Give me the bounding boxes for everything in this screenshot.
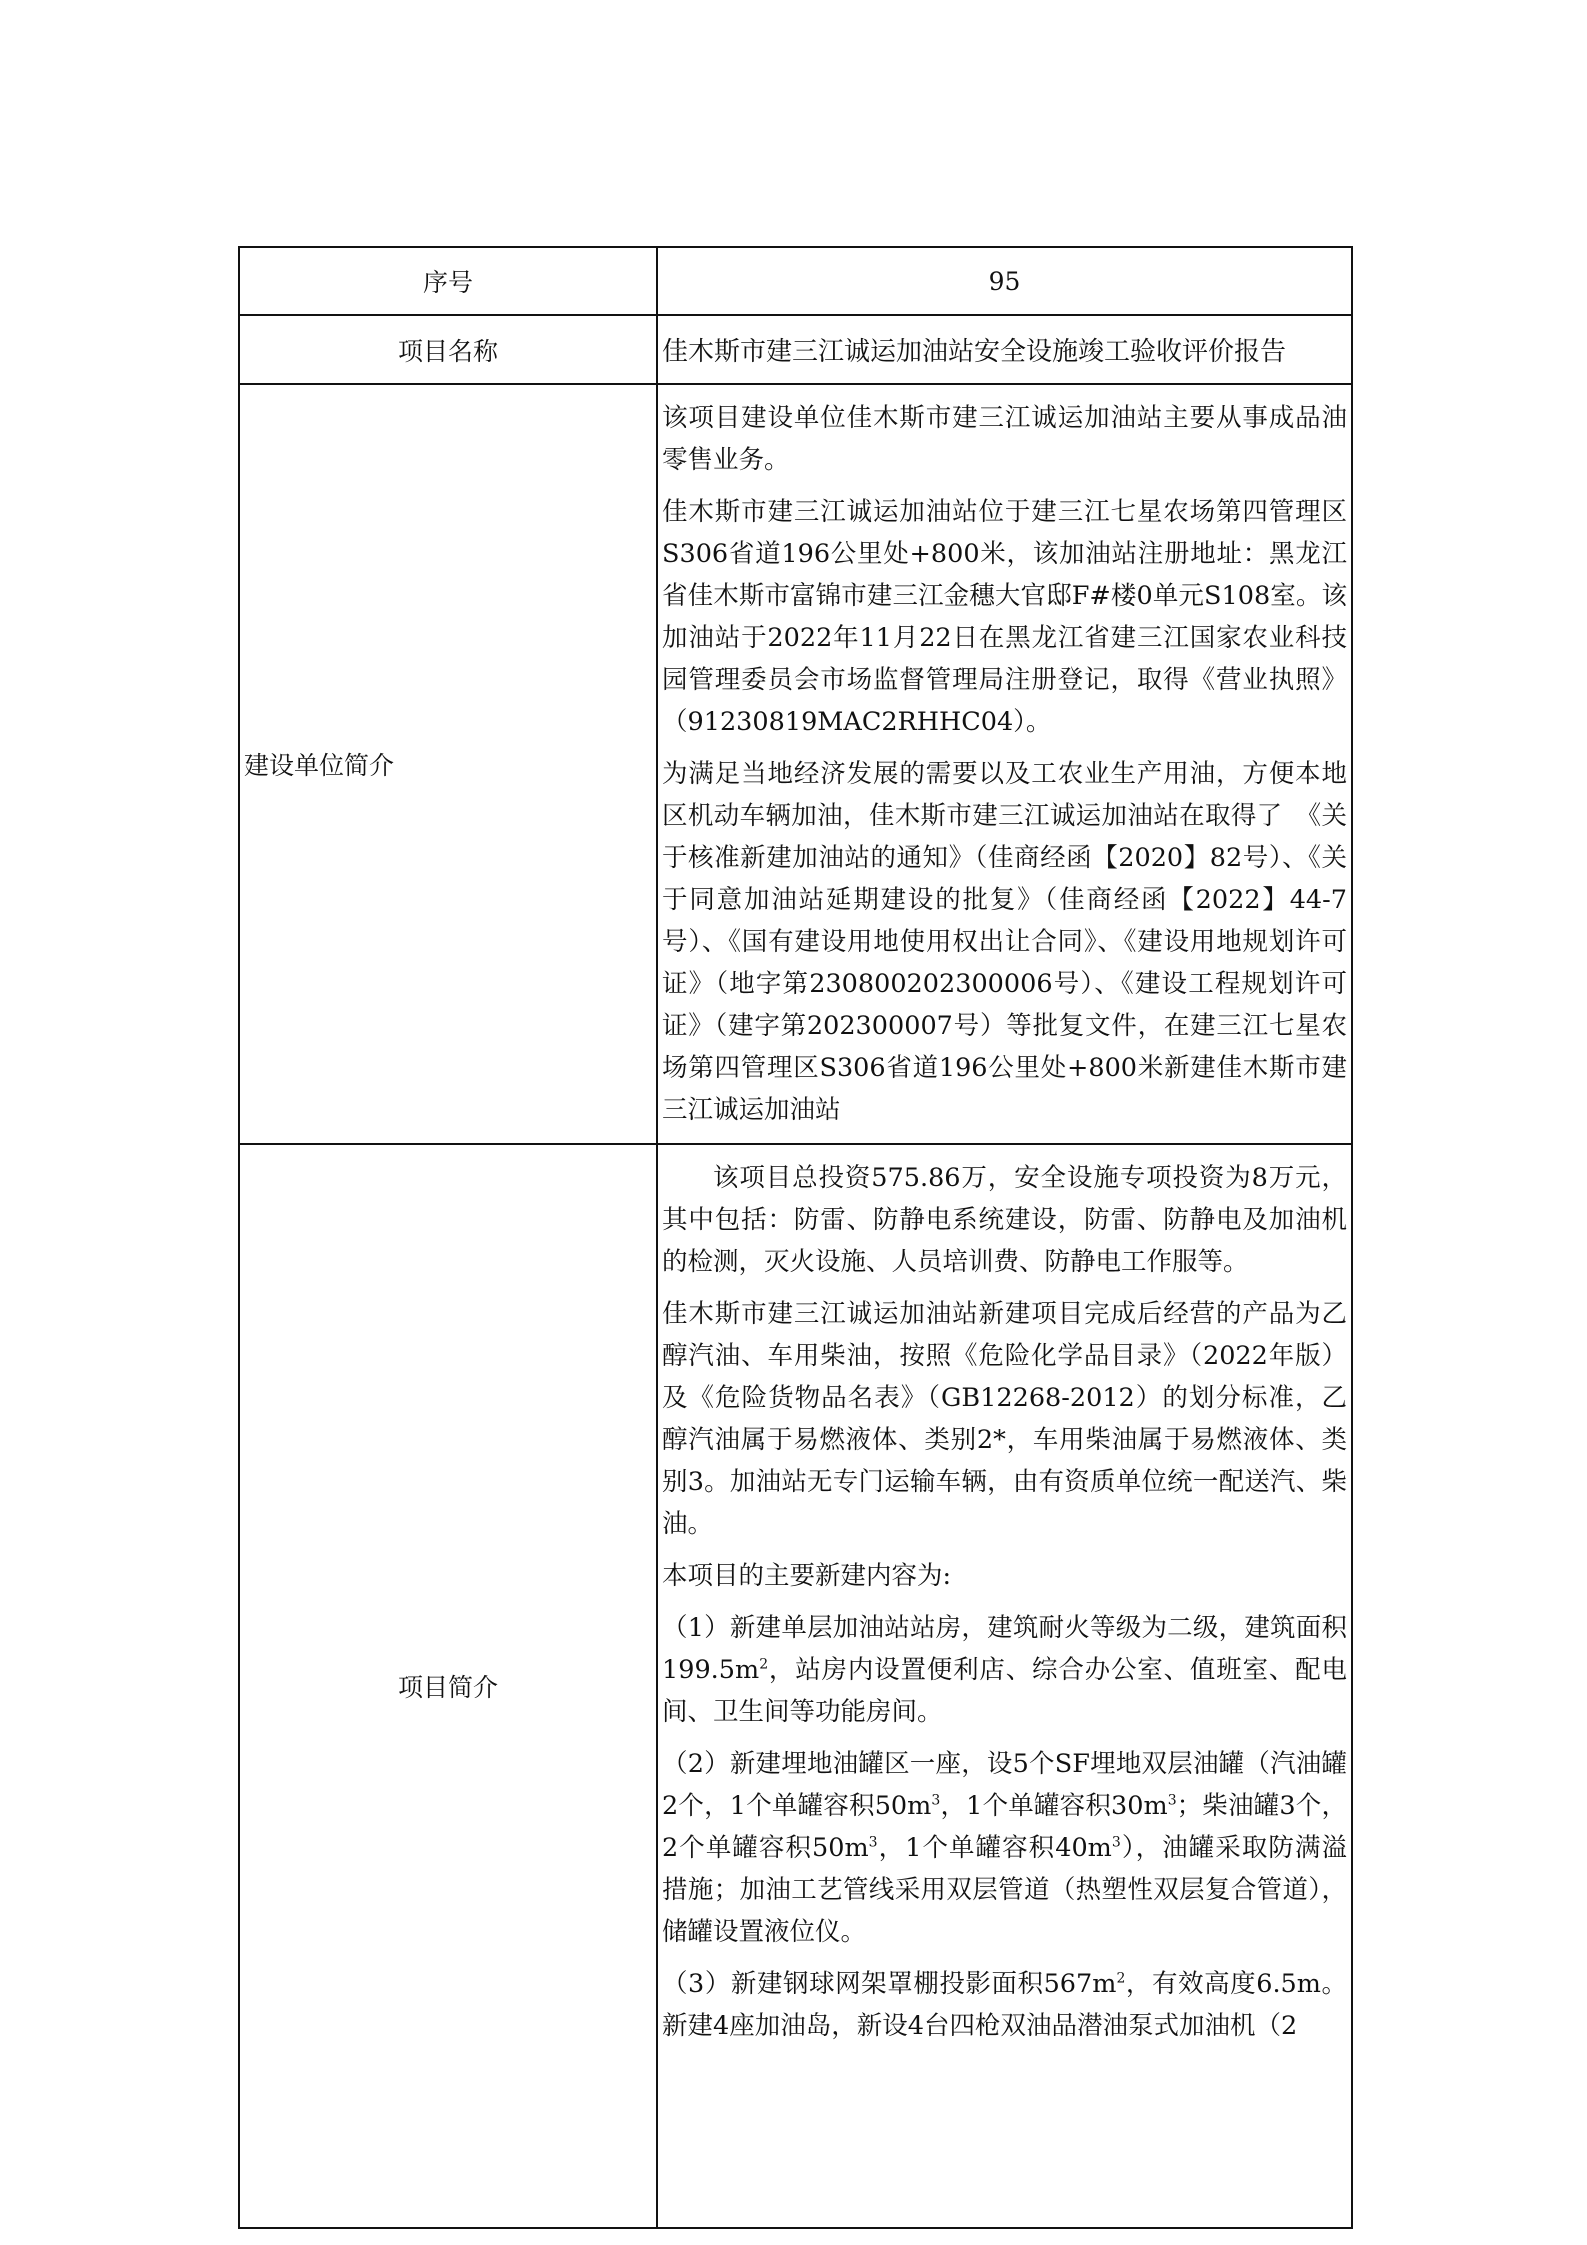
project-intro-paragraph-1: 该项目总投资575.86万，安全设施专项投资为8万元，其中包括：防雷、防静电系统建设，防雷、防静电及加油机的检测，灭火设施、人员培训费、防静电工作服等。 [662, 1163, 1347, 1277]
unit-intro-paragraph-2: 佳木斯市建三江诚运加油站位于建三江七星农场第四管理区S306省道196公里处+800米，该加油站注册地址：黑龙江省佳木斯市富锦市建三江金穗大官邸F#楼0单元S108室。该加油站于2022年11月22日在黑龙江省建三江国家农业科技园管理委员会市场监督管理局注册登记，取得《营业执照》（91230819MAC2RHHC04）。 [662, 497, 1347, 737]
row-seq [239, 247, 1352, 315]
unit-intro-label: 建设单位简介 [239, 384, 657, 1144]
row-project-name [239, 315, 1352, 384]
project-name-value: 佳木斯市建三江诚运加油站安全设施竣工验收评价报告 [657, 315, 1352, 384]
row-project-intro [239, 1144, 1352, 2228]
row-unit-intro [239, 384, 1352, 1144]
project-intro-paragraph-3: 本项目的主要新建内容为: [662, 1561, 952, 1591]
project-intro-item-2: （2）新建埋地油罐区一座，设5个SF埋地双层油罐（汽油罐2个，1个单罐容积$50m^3$，1个单罐容积$30m^3$；柴油罐3个，2个单罐容积$50m^3$，1个单罐容积$40m^3$），油罐采取防满溢措施；加油工艺管线采用双层管道（热塑性双层复合管道），储罐设置液位仪。 [662, 1749, 1347, 1947]
unit-intro-content [657, 384, 1352, 1144]
project-intro-item-3: （3）新建钢球网架罩棚投影面积$567m^2$，有效高度6.5m。新建4座加油岛，新设4台四枪双油品潜油泵式加油机（2 [662, 1969, 1347, 2041]
seq-value: 95 [657, 247, 1352, 315]
project-intro-label: 项目简介 [239, 1144, 657, 2228]
info-table [238, 246, 1353, 2229]
unit-intro-paragraph-1: 该项目建设单位佳木斯市建三江诚运加油站主要从事成品油零售业务。 [662, 403, 1347, 475]
seq-label: 序号 [239, 247, 657, 315]
project-intro-item-1: （1）新建单层加油站站房，建筑耐火等级为二级，建筑面积$199.5m^2$，站房内设置便利店、综合办公室、值班室、配电间、卫生间等功能房间。 [662, 1613, 1347, 1727]
project-name-label: 项目名称 [239, 315, 657, 384]
project-intro-content [657, 1144, 1352, 2228]
unit-intro-paragraph-3: 为满足当地经济发展的需要以及工农业生产用油，方便本地区机动车辆加油，佳木斯市建三江诚运加油站在取得了 《关于核准新建加油站的通知》（佳商经函【2020】82号）、《关于同意加油站延期建设的批复》（佳商经函【2022】44-7号）、《国有建设用地使用权出让合同》、《建设用地规划许可证》（地字第230800202300006号）、《建设工程规划许可证》（建字第202300007号）等批复文件，在建三江七星农场第四管理区S306省道196公里处+800米新建佳木斯市建三江诚运加油站 [662, 759, 1347, 1125]
project-intro-paragraph-2: 佳木斯市建三江诚运加油站新建项目完成后经营的产品为乙醇汽油、车用柴油，按照《危险化学品目录》（2022年版）及《危险货物品名表》（GB12268-2012）的划分标准，乙醇汽油属于易燃液体、类别2*，车用柴油属于易燃液体、类别3。加油站无专门运输车辆，由有资质单位统一配送汽、柴油。 [662, 1299, 1347, 1539]
